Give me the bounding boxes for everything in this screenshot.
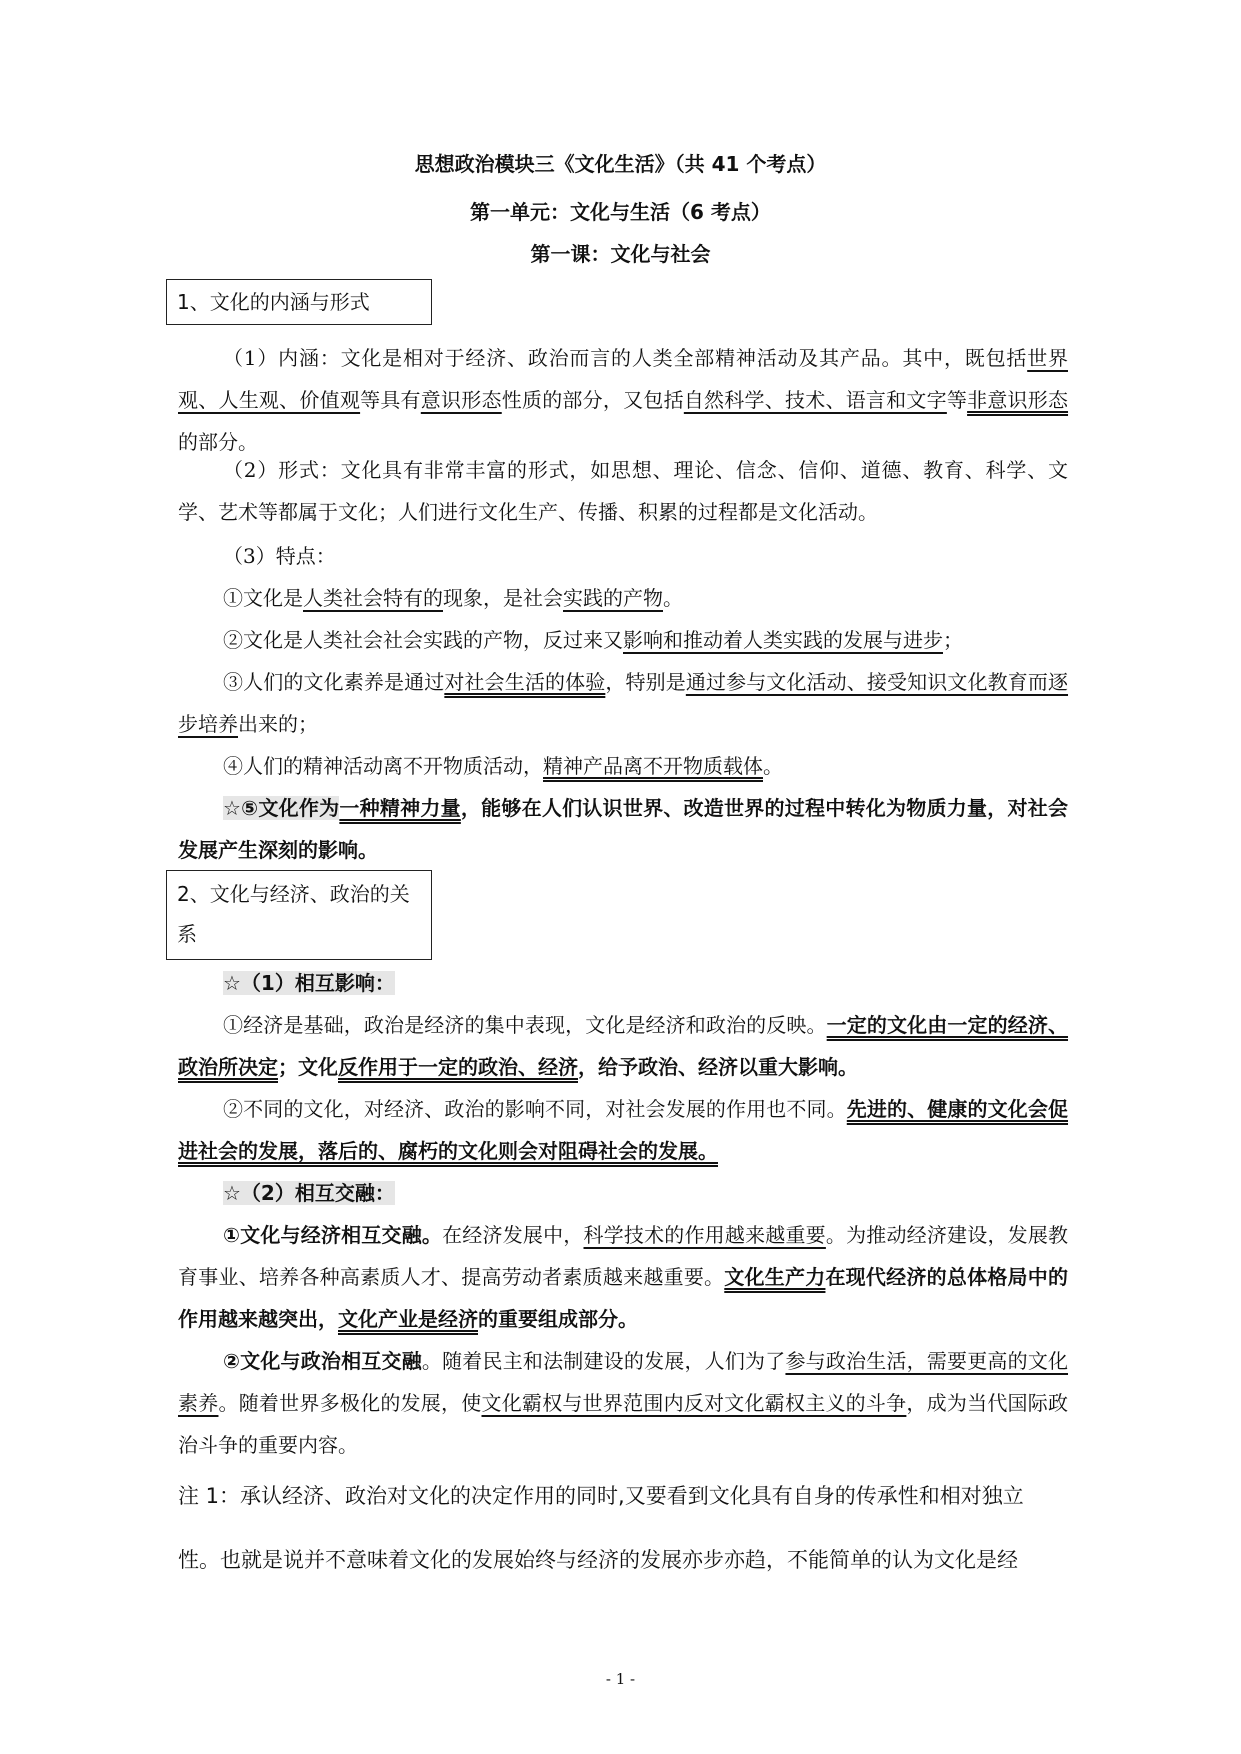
section-1-heading: 1、文化的内涵与形式 [177, 290, 370, 314]
unit-title: 第一单元：文化与生活（6 考点） [470, 200, 771, 224]
feature-2: ②文化是人类社会社会实践的产物，反过来又影响和推动着人类实践的发展与进步； [223, 628, 963, 652]
section-2-heading-box [166, 870, 432, 960]
feature-3: ③人们的文化素养是通过对社会生活的体验，特别是通过参与文化活动、接受知识文化教育而逐步培养出来的； [178, 670, 1069, 736]
section-2-heading: 2、文化与经济、政治的关系 [177, 882, 410, 946]
integration-economy: ①文化与经济相互交融。在经济发展中，科学技术的作用越来越重要。为推动经济建设，发展教育事业、培养各种高素质人才、提高劳动者素质越来越重要。文化生产力在现代经济的总体格局中的作用越来越突出，文化产业是经济的重要组成部分。 [178, 1223, 1069, 1331]
section-1-heading-box [166, 279, 432, 325]
feature-1: ①文化是人类社会特有的现象，是社会实践的产物。 [223, 586, 683, 610]
paragraph-meaning: （1）内涵：文化是相对于经济、政治而言的人类全部精神活动及其产品。其中，既包括世界观、人生观、价值观等具有意识形态性质的部分，又包括自然科学、技术、语言和文字等非意识形态的部分。 [178, 346, 1069, 454]
sub-heading-mutual-integration: ☆（2）相互交融： [223, 1181, 395, 1205]
influence-1: ①经济是基础，政治是经济的集中表现，文化是经济和政治的反映。一定的文化由一定的经济、政治所决定；文化反作用于一定的政治、经济，给予政治、经济以重大影响。 [178, 1013, 1069, 1079]
document-title: 思想政治模块三《文化生活》（共 41 个考点） [414, 152, 827, 176]
paragraph-features-heading: （3）特点： [223, 544, 336, 568]
feature-4: ④人们的精神活动离不开物质活动，精神产品离不开物质载体。 [223, 754, 783, 778]
feature-5: ☆⑤文化作为一种精神力量，能够在人们认识世界、改造世界的过程中转化为物质力量，对社会发展产生深刻的影响。 [178, 796, 1069, 862]
paragraph-form: （2）形式：文化具有非常丰富的形式，如思想、理论、信念、信仰、道德、教育、科学、文学、艺术等都属于文化；人们进行文化生产、传播、积累的过程都是文化活动。 [178, 458, 1068, 524]
integration-politics: ②文化与政治相互交融。随着民主和法制建设的发展，人们为了参与政治生活，需要更高的文化素养。随着世界多极化的发展，使文化霸权与世界范围内反对文化霸权主义的斗争，成为当代国际政治斗争的重要内容。 [178, 1349, 1069, 1457]
lesson-title: 第一课：文化与社会 [530, 242, 711, 266]
influence-2: ②不同的文化，对经济、政治的影响不同，对社会发展的作用也不同。先进的、健康的文化会促进社会的发展，落后的、腐朽的文化则会对阻碍社会的发展。 [178, 1097, 1069, 1163]
note-line-1: 注 1：承认经济、政治对文化的决定作用的同时,又要看到文化具有自身的传承性和相对独立 [178, 1484, 1024, 1508]
sub-heading-mutual-influence: ☆（1）相互影响： [223, 971, 395, 995]
page-number: - 1 - [605, 1670, 636, 1688]
note-line-2: 性。也就是说并不意味着文化的发展始终与经济的发展亦步亦趋，不能简单的认为文化是经 [178, 1548, 1018, 1572]
